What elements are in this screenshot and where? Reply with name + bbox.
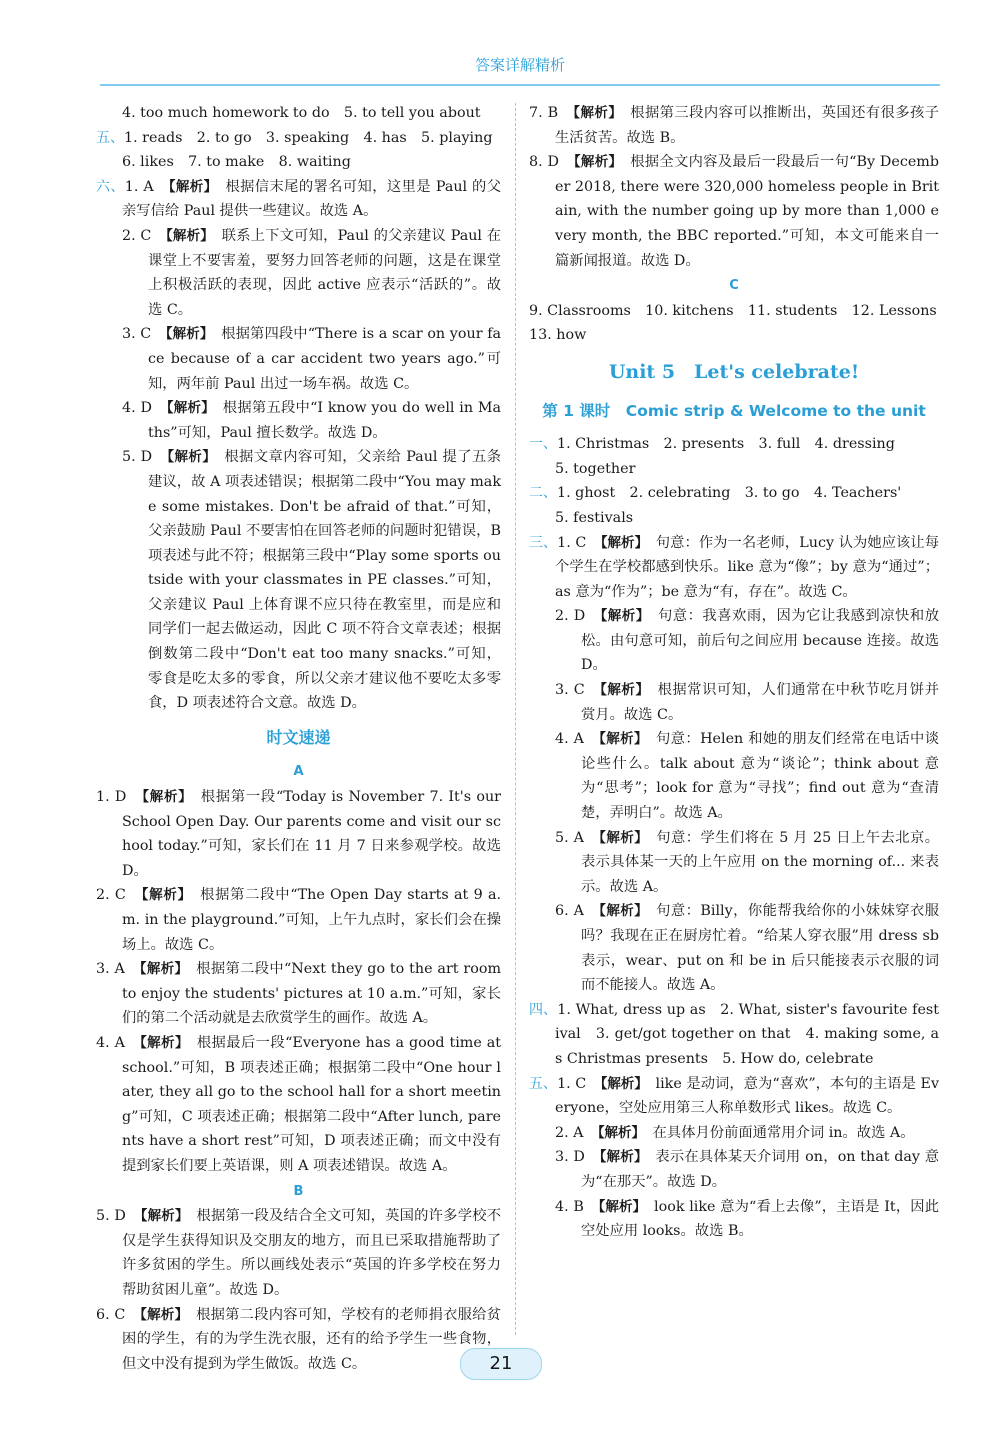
section-yi-answers: 一、1. Christmas 2. presents 3. full 4. dressing [529,436,895,453]
answer-line: 9. Classrooms 10. kitchens 11. students 12. Lessons [529,302,937,319]
page-number: 21 [460,1348,542,1380]
explanation-item: 3. A 【解析】 根据第二段中“Next they go to the art room to enjoy the students' pictures at 10 a.m.”可知，家长们的第二个活动就是去欣赏学生的画作。故选 A。 [96,961,502,1027]
explanation-item: 3. D 【解析】 表示在具体某天介词用 on，on that day 意为“在那天”。故选 D。 [555,1149,940,1190]
explanation-item: 4. B 【解析】 look like 意为“看上去像”，主语是 It，因此空处应用 looks。故选 B。 [555,1198,940,1240]
passage-label-b: B [293,1183,304,1199]
answer-line: 5. together [555,460,636,477]
explanation-item: 4. A 【解析】 根据最后一段“Everyone has a good time at school.”可知，B 项表述正确；根据第二段中“One hour later, they all go to the school hall for a short meeting”可知，C 项表述正确；根据第二段中“After lunch, parents have a short rest”可知，D 项表述正确；而文中没有提到家长们要上英语课，则 A 项表述错误。故选 A。 [96,1034,501,1174]
answer-line: 5. festivals [555,509,634,526]
explanation-item: 5. A 【解析】 句意：学生们将在 5 月 25 日上午去北京。表示具体某一天的上午应用 on the morning of... 来表示。故选 A。 [555,829,940,895]
page-header-title: 答案详解精析 [474,56,565,74]
explanation-item: 6. C 【解析】 根据第二段内容可知，学校有的老师捐衣服给贫困的学生，有的为学生洗衣服，还有的给予学生一些食物，但文中没有提到为学生做饭。故选 C。 [96,1306,502,1372]
section-si-answers: 四、1. What, dress up as 2. What, sister's favourite festival 3. get/got together on that 4. making some, as Christmas presents 5. How do, celebrate [529,1001,939,1067]
answer-line: 13. how [529,327,587,344]
section-wu-item-1: 五、1. C 【解析】 like 是动词，意为“喜欢”，本句的主语是 Everyone，空处应用第三人称单数形式 likes。故选 C。 [529,1075,940,1117]
explanation-item: 2. A 【解析】 在具体月份前面通常用介词 in。故选 A。 [555,1124,915,1141]
explanation-item: 2. C 【解析】 根据第二段中“The Open Day starts at 9 a.m. in the playground.”可知，上午九点时，家长们会在操场上。故选 C。 [96,887,502,953]
explanation-item: 8. D 【解析】 根据全文内容及最后一段最后一句“By December 2018, there were 320,000 homeless people in Britain, with the number going up by more than 1,000 every month, the BBC reported.”可知，本文可能来自一篇新闻报道。故选 D。 [529,154,940,269]
column-divider [515,103,516,1335]
explanation-item: 4. A 【解析】 句意：Helen 和她的朋友们经常在电话中谈论些什么。talk about 意为“谈论”；think about 意为“思考”；look for 意为“寻找”；find out 意为“查清楚，弄明白”。故选 A。 [555,731,940,822]
section-wu-answers: 五、1. reads 2. to go 3. speaking 4. has 5. playing [96,129,493,146]
explanation-item: 4. D 【解析】 根据第五段中“I know you do well in Maths”可知，Paul 擅长数学。故选 D。 [122,400,502,441]
lesson-title: 第 1 课时 Comic strip & Welcome to the unit [542,401,926,420]
explanation-item: 3. C 【解析】 根据第四段中“There is a scar on your face because of a car accident two years ago.”可知，两年前 Paul 出过一场车祸。故选 C。 [122,326,502,392]
left-column [96,101,501,1376]
explanation-item: 5. D 【解析】 根据第一段及结合全文可知，英国的许多学校不仅是学生获得知识及交朋友的地方，而且已采取措施帮助了许多贫困的学生。所以画线处表示“英国的许多学校在努力帮助贫困儿童”。故选 D。 [96,1208,502,1298]
explanation-item: 7. B 【解析】 根据第三段内容可以推断出，英国还有很多孩子生活贫苦。故选 B。 [529,105,940,146]
right-column [529,101,939,1244]
answer-line: 4. too much homework to do 5. to tell you about [122,105,481,121]
section-er-answers: 二、1. ghost 2. celebrating 3. to go 4. Teachers' [529,485,902,502]
header-rule [100,84,940,86]
explanation-item: 3. C 【解析】 根据常识可知，人们通常在中秋节吃月饼并赏月。故选 C。 [555,682,940,723]
passage-label-a: A [293,764,304,780]
passage-label-c: C [729,278,739,294]
section-san-item-1: 三、1. C 【解析】 句意：作为一名老师，Lucy 认为她应该让每个学生在学校都感到快乐。like 意为“像”；by 意为“通过”；as 意为“作为”；be 意为“有，存在”。故选 C。 [529,534,940,600]
section-liu-item-1: 六、1. A 【解析】 根据信末尾的署名可知，这里是 Paul 的父亲写信给 Paul 提供一些建议。故选 A。 [96,178,502,220]
section-title-shiwen: 时文速递 [266,727,331,747]
explanation-item: 5. D 【解析】 根据文章内容可知，父亲给 Paul 提了五条建议，故 A 项表述错误；根据第二段中“You may make some mistakes. Don't be afraid of that.”可知，父亲鼓励 Paul 不要害怕在回答老师的问题时犯错误，B 项表述与此不符；根据第三段中“Play some sports outside with your classmates in PE classes.”可知，父亲建议 Paul 上体育课不应只待在教室里，而是应和同学们一起去做运动，因此 C 项不符合文章表述；根据倒数第二段中“Don't eat too many snacks.”可知，零食是吃太多的零食，所以父亲才建议他不要吃太多零食，D 项表述符合文意。故选 D。 [122,449,501,712]
explanation-item: 1. D 【解析】 根据第一段“Today is November 7. It's our School Open Day. Our parents come and visit our school today.”可知，家长们在 11 月 7 日来参观学校。故选 D。 [96,789,502,879]
answer-line: 6. likes 7. to make 8. waiting [122,154,351,171]
explanation-item: 2. C 【解析】 联系上下文可知，Paul 的父亲建议 Paul 在课堂上不要害羞，要努力回答老师的问题，这是在课堂上积极活跃的表现，因此 active 应表示“活跃的”。故选 C。 [122,227,502,318]
unit-title: Unit 5 Let's celebrate! [608,360,860,383]
explanation-item: 6. A 【解析】 句意：Billy，你能帮我给你的小妹妹穿衣服吗？我现在正在厨房忙着。“给某人穿衣服”用 dress sb 表示，wear、put on 和 be in 后只能接表示衣服的词而不能接人。故选 A。 [555,903,940,994]
explanation-item: 2. D 【解析】 句意：我喜欢雨，因为它让我感到凉快和放松。由句意可知，前后句之间应用 because 连接。故选 D。 [555,608,939,674]
